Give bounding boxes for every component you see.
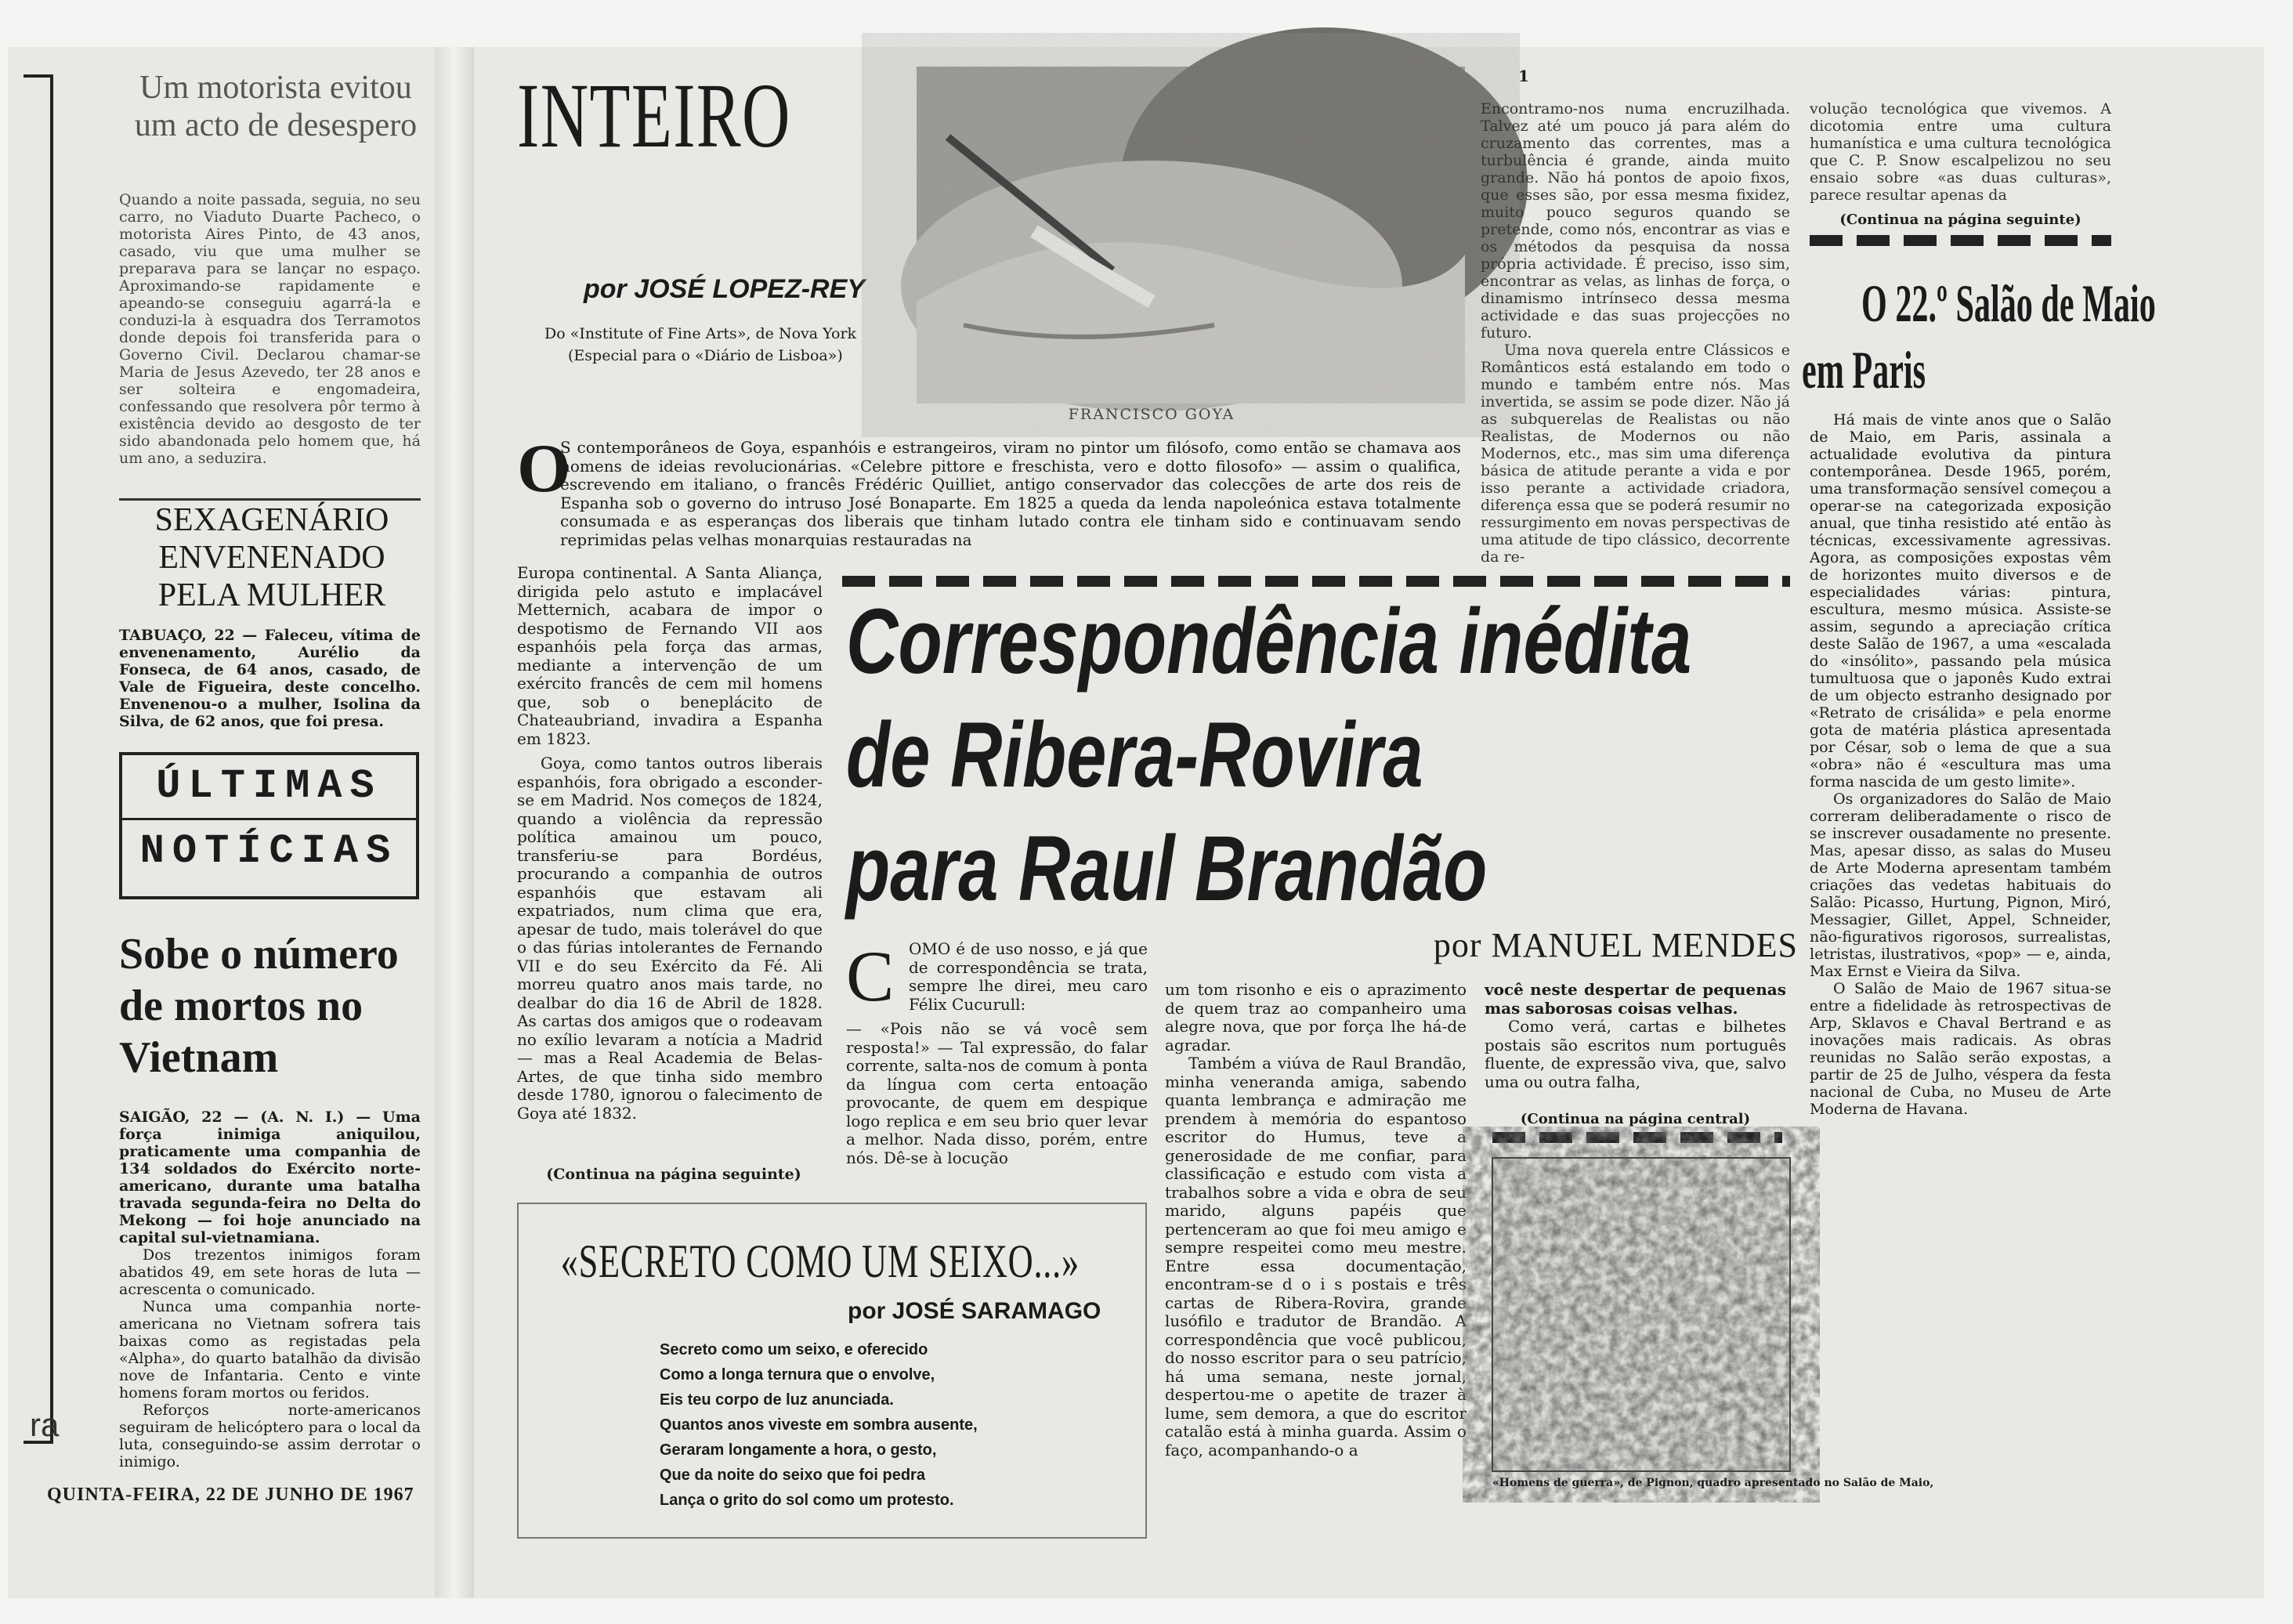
- poem-line: Lança o grito do sol como um protesto.: [660, 1492, 954, 1509]
- poem-line: Quantos anos viveste em sombra ausente,: [660, 1416, 978, 1434]
- goya-column: [517, 564, 823, 1159]
- ultimas-line: ÚLTIMAS: [156, 763, 382, 809]
- poem-line: Geraram longamente a hora, o gesto,: [660, 1441, 937, 1459]
- salao-headline-2: em Paris: [1802, 340, 1926, 400]
- encruzilhada-continued: (Continua na página seguinte): [1839, 212, 2081, 228]
- goya-continued: (Continua na página seguinte): [546, 1166, 801, 1183]
- vietnam-p1: SAIGÃO, 22 — (A. N. I.) — Uma força inimiga aniquilou, praticamente uma companhia de 134 soldados do Exército norte-americano, durante uma batalha travada segunda-feira no Delta do Mekong — foi hoje anunciado na capital sul-vietnamiana.: [119, 1109, 421, 1246]
- ribera-col2-p1: um tom risonho e eis o aprazimento de quem traz ao companheiro uma alegre nova, que por força lhe há-de agradar.: [1165, 980, 1467, 1054]
- ribera-col3: [1485, 981, 1786, 1114]
- ribera-col1: — «Pois não se vá você sem resposta!» — Tal expressão, do falar corrente, salta-nos de comum à ponta da língua com certa entoação provocante, de quem em despique logo replica e em seu brio quer levar a melhor. Nada disso, porém, entre nós. Dê-se à locução: [846, 1019, 1148, 1167]
- divider: [119, 498, 421, 501]
- ribera-headline-2: de Ribera-Rovira: [846, 703, 1423, 807]
- ribera-byline: por MANUEL MENDES: [1433, 926, 1798, 964]
- ornament-dashes: [1492, 1132, 1782, 1143]
- motorista-headline: Um motorista evitou um acto de desespero: [134, 70, 418, 143]
- vietnam-p3: Nunca uma companhia norte-americana no Vietnam sofrera tais baixas como as registadas pela «Alpha», do quarto batalhão da divisão nove de Infantaria. Cento e vinte homens foram mortos ou feridos.: [119, 1298, 421, 1402]
- vietnam-p4: Reforços norte-americanos seguiram de helicóptero para o local da luta, conseguindo-se assim derrotar o inimigo.: [119, 1402, 421, 1470]
- left-edge-fragment: ra: [30, 1406, 60, 1443]
- salao-p2: Os organizadores do Salão de Maio correram deliberadamente o risco de se inscrever ousadamente no presente. Mas, apesar disso, as salas do Museu de Arte Moderna apresentam também criações das vedetas habituais do Salão: Picasso, Hurtung, Pignon, Miró, Messagier, Gillet, Appel, Schneider, não-figurativos rigorosos, surrealistas, letristas, ilustrativos, «pop» — e, ainda, Max Ernst e Vieira da Silva.: [1810, 790, 2111, 980]
- sexagenario-body: TABUAÇO, 22 — Faleceu, vítima de envenenamento, Aurélio da Fonseca, de 64 anos, casado, de Vale de Figueira, deste concelho. Envenenou-o a mulher, Isolina da Silva, de 62 anos, que foi presa.: [119, 627, 421, 730]
- goya-intro-end: [517, 495, 1461, 533]
- encruzilhada-column-1: [1481, 100, 1790, 570]
- ribera-col2-p2: Também a viúva de Raul Brandão, minha veneranda amiga, sabendo quanta lembrança e admiração me prendem à memória do espantoso escritor do Humus, teve a generosidade de me confiar, para classificação e estudo com vista a trabalhos sobre a vida e obra de seu marido, alguns papéis que pertenceram ao que foi meu amigo e sempre respeitei como meu mestre. Entre essa documentação, encontram-se d o i s postais e três cartas de Ribera-Rovira, grande lusófilo e tradutor de Brandão. A correspondência que você publicou, do nosso escritor para o seu patrício, há uma semana, neste jornal, despertou-me o apetite de trazer à lume, sem demora, a que do escritor catalão está à minha guarda. Assim o faço, acompanhando-o a: [1165, 1054, 1467, 1459]
- motorista-body: Quando a noite passada, seguia, no seu carro, no Viaduto Duarte Pacheco, o motorista Aires Pinto, de 43 anos, casado, viu que uma mulher se preparava para se lançar no espaço. Aproximando-se rapidamente e apeando-se conseguiu agarrá-la e conduzi-la à esquadra dos Terramotos donde depois foi transferida para o Governo Civil. Declarou chamar-se Maria de Jesus Azevedo, ter 28 anos e ser solteira e engomadeira, confessando que resolvera pôr termo à existência devido ao desgosto de ter sido abandonada pelo homem que, há um ano, a seduzira.: [119, 191, 421, 467]
- ribera-col3-p2: Como verá, cartas e bilhetes postais são escritos num português fluente, de expressão viva, que, salvo uma ou outra falha,: [1485, 1017, 1786, 1091]
- ribera-headline-1: Correspondência inédita: [846, 590, 1692, 693]
- goya-portrait-photo: [917, 67, 1465, 403]
- poem-byline: por JOSÉ SARAMAGO: [848, 1298, 1101, 1324]
- goya-photo-caption: FRANCISCO GOYA: [1068, 406, 1235, 423]
- salao-headline-1: O 22.º Salão de Maio: [1861, 273, 2156, 333]
- saramago-poem-box: [517, 1203, 1147, 1539]
- goya-affiliation: Do «Institute of Fine Arts», de Nova York: [544, 325, 857, 342]
- pignon-painting-photo: [1492, 1158, 1790, 1471]
- page-marker: 1: [1518, 67, 1529, 85]
- poem-line: Eis teu corpo de luz anunciada.: [660, 1391, 894, 1409]
- poem-line: Que da noite do seixo que foi pedra: [660, 1467, 925, 1484]
- vietnam-body: [119, 1109, 421, 1477]
- ribera-continued: (Continua na página central): [1520, 1111, 1751, 1127]
- salao-p1: Há mais de vinte anos que o Salão de Maio, em Paris, assinala a actualidade evolutiva da pintura contemporânea. Desde 1965, porém, uma transformação sensível começou a operar-se na categorizada exposição anual, que tinha resistido até então às técnicas, excessivamente agressivas. Agora, as composições expostas vêm de horizontes muito diversos e de especialidades várias: pintura, escultura, mesmo música. Assiste-se assim, segundo a apreciação crítica deste Salão de 1967, a uma «escalada do «insólito», passando pela música tumultuosa que o japonês Kudo extrai de um objecto estranho designado por «Retrato de crisálida» e pela enorme gota de matéria plástica apresentada por César, sob o lema de que a sua «obra» não é «escultura mas uma forma nascida de um gesto limite».: [1810, 411, 2111, 790]
- poem-title: «SECRETO COMO UM SEIXO...»: [560, 1235, 1080, 1287]
- encruzilhada-p2: Uma nova querela entre Clássicos e Românticos está estalando em todo o mundo e também entre nós. Mas invertida, se assim se pode dizer. Não já as subquerelas de Realistas ou não Realistas, de Modernos ou não Modernos, etc., mas sim uma diferença básica de atitude perante a vida e por isso perante a actividade criadora, diferença essa que se poderá resumir no ressurgimento em novas perspectivas de uma atitude de tipo clássico, decorrente da re-: [1481, 342, 1790, 566]
- poem-line: Como a longa ternura que o envolve,: [660, 1366, 935, 1383]
- ultimas-noticias-box: [119, 752, 419, 899]
- goya-dropcap: O: [517, 431, 571, 507]
- goya-headline: INTEIRO: [517, 64, 791, 167]
- goya-special: (Especial para o «Diário de Lisboa»): [568, 347, 843, 364]
- poem-lines: [660, 1337, 1130, 1513]
- goya-col-p1: Europa continental. A Santa Aliança, dirigida pelo astuto e implacável Metternich, acabara de impor o despotismo de Fernando VII aos espanhóis pela força das armas, mediante a intervenção de um exército francês de cem mil homens que, sob o beneplácito de Chateaubriand, invadira a Espanha em 1823.: [517, 563, 823, 748]
- ribera-dropcap: C: [846, 936, 895, 1016]
- salao-p3: O Salão de Maio de 1967 situa-se entre a fidelidade às retrospectivas de Arp, Sklavos e Chaval Bertrand e as inovações mais radicais. As obras reunidas no Salão serão expostas, a partir de 25 de Julho, véspera da festa nacional de Cuba, no Museu de Arte Moderna de Havana.: [1810, 980, 2111, 1118]
- vietnam-p2: Dos trezentos inimigos foram abatidos 49, em sete horas de luta — acrescenta o comunicado.: [119, 1246, 421, 1298]
- encruzilhada-column-2: volução tecnológica que vivemos. A dicotomia entre uma cultura humanística e uma cultura tecnológica que C. P. Snow escalpelizou no seu ensaio sobre «as duas culturas», parece resultar apenas da: [1810, 100, 2111, 204]
- goya-col-p2: Goya, como tantos outros liberais espanhóis, fora obrigado a esconder-se em Madrid. Nos começos de 1824, quando a violência da repressão política amainou um pouco, transferiu-se para Bordéus, procurando a companhia de outros espanhóis que estavam ali expatriados, num clima que era, apesar de tudo, mais tolerável do que o das fúrias intolerantes de Fernando VII e do seu Exército da Fé. Ali morreu quatro anos mais tarde, no dealbar do dia 16 de Abril de 1828. As cartas dos amigos que o rodeavam no exílio levaram a notícia a Madrid — mas a Real Academia de Belas-Artes, de que tinha sido membro desde 1780, ignorou o falecimento de Goya até 1832.: [517, 754, 823, 1123]
- page-fold: [435, 47, 474, 1598]
- ornament-dashes: [1810, 235, 2111, 246]
- salao-body: [1810, 411, 2111, 1304]
- ribera-col3-p1: você neste despertar de pequenas mas saborosas coisas velhas.: [1485, 980, 1786, 1018]
- poem-line: Secreto como um seixo, e oferecido: [660, 1341, 928, 1358]
- ribera-headline-3: para Raul Brandão: [846, 817, 1488, 921]
- ribera-col2: [1165, 981, 1467, 1514]
- vietnam-headline: Sobe o número de mortos no Vietnam: [119, 930, 399, 1082]
- goya-intro: S contemporâneos de Goya, espanhóis e estrangeiros, viram no pintor um filósofo, como então se chamava aos homens de ideias revolucionárias. «Celebre pittore e freschista, vero e dotto filosofo» — assim o qualifica, escrevendo em italiano, o francês Frédéric Quilliet, antigo conservador das colecções de arte dos reis de Espanha sob o governo do intruso José Bonaparte. Em 1825 a queda da lenda napoleónica estava totalmente consumada e as esperanças dos liberais que tinham lutado contra ele tinham sido e continuavam sendo reprimidas pelas velhas monarquias restauradas na: [560, 438, 1461, 549]
- goya-byline: por JOSÉ LOPEZ-REY: [584, 274, 865, 304]
- left-edge-bar: [24, 74, 53, 1444]
- ribera-col1-top: OMO é de uso nosso, e já que de correspondência se trata, sempre lhe direi, meu caro Félix Cucurull:: [909, 939, 1148, 1014]
- pignon-photo-caption: «Homens de guerra», de Pignon, quadro apresentado no Salão de Maio,: [1492, 1477, 1934, 1489]
- encruzilhada-p1: Encontramo-nos numa encruzilhada. Talvez até um pouco já para além do cruzamento das correntes, mas a turbulência é grande, ainda muito grande. Não há pontos de apoio fixos, que esses são, por essa mesma fixidez, muito pouco seguros quando se pretende, como nós, encontrar as vias e os métodos da pesquisa da nossa própria actividade. É preciso, isso sim, encontrar as velas, as linhas de força, o dinamismo intrínseco dessa mesma actividade e das suas projecções no futuro.: [1481, 100, 1790, 342]
- sexagenario-headline: SEXAGENÁRIO ENVENENADO PELA MULHER: [154, 502, 389, 613]
- dateline: QUINTA-FEIRA, 22 DE JUNHO DE 1967: [47, 1485, 414, 1505]
- noticias-line: NOTÍCIAS: [122, 818, 416, 883]
- ornament-dashes: [842, 576, 1790, 587]
